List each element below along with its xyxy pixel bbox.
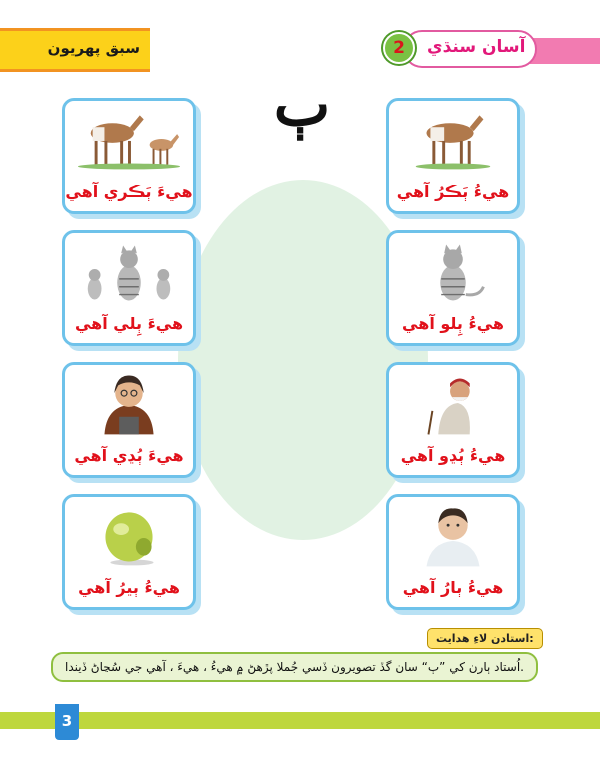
goat-and-kid-image [75, 107, 183, 171]
book-number-badge: 2 [383, 32, 415, 64]
card-caption: هيءُ ٻِلو آهي [402, 314, 504, 333]
lesson-title-bar [0, 28, 150, 72]
card-caption: هيءُ ٻيرُ آهي [78, 578, 180, 597]
card-cat-with-kittens[interactable] [62, 230, 196, 346]
page-number-tab [55, 704, 79, 740]
card-caption: هيءَ ٻُڍي آهي [74, 446, 184, 465]
card-caption: هيءُ ٻارُ آهي [402, 578, 504, 597]
ber-fruit-image [75, 503, 183, 567]
old-woman-image [75, 371, 183, 435]
book-title: آسان سنڌي [427, 37, 526, 57]
card-caption: هيءُ ٻُڍو آهي [400, 446, 506, 465]
card-caption: هيءُ ٻَڪرُ آهي [396, 182, 510, 201]
card-child[interactable] [386, 494, 520, 610]
cat-with-kittens-image [75, 239, 183, 303]
cat-image [399, 239, 507, 303]
teacher-note-text: اُستاد ٻارن کي ”ٻ“ سان گڏ تصويرون ڏسي جُملا پڙهڻ ۾ هيءُ ، هيءَ ، آهي جي سُڃاڻ ڏيندا. [65, 660, 524, 674]
goat-image [399, 107, 507, 171]
page-number: 3 [61, 712, 73, 730]
card-caption: هيءَ ٻَڪري آهي [65, 182, 193, 201]
teacher-note-label: استادن لاءِ هدايت: [427, 628, 543, 649]
old-man-image [399, 371, 507, 435]
card-goat-and-kid[interactable] [62, 98, 196, 214]
card-old-woman[interactable] [62, 362, 196, 478]
card-cat[interactable] [386, 230, 520, 346]
card-caption: هيءَ ٻِلي آهي [74, 314, 184, 333]
book-title-badge [403, 30, 537, 68]
footer-strip [0, 712, 600, 729]
card-old-man[interactable] [386, 362, 520, 478]
teacher-note [51, 652, 538, 682]
lesson-letter: ٻ [273, 70, 331, 140]
card-goat[interactable] [386, 98, 520, 214]
card-ber-fruit[interactable] [62, 494, 196, 610]
lesson-title: سبق پهريون [47, 39, 140, 57]
child-image [399, 503, 507, 567]
